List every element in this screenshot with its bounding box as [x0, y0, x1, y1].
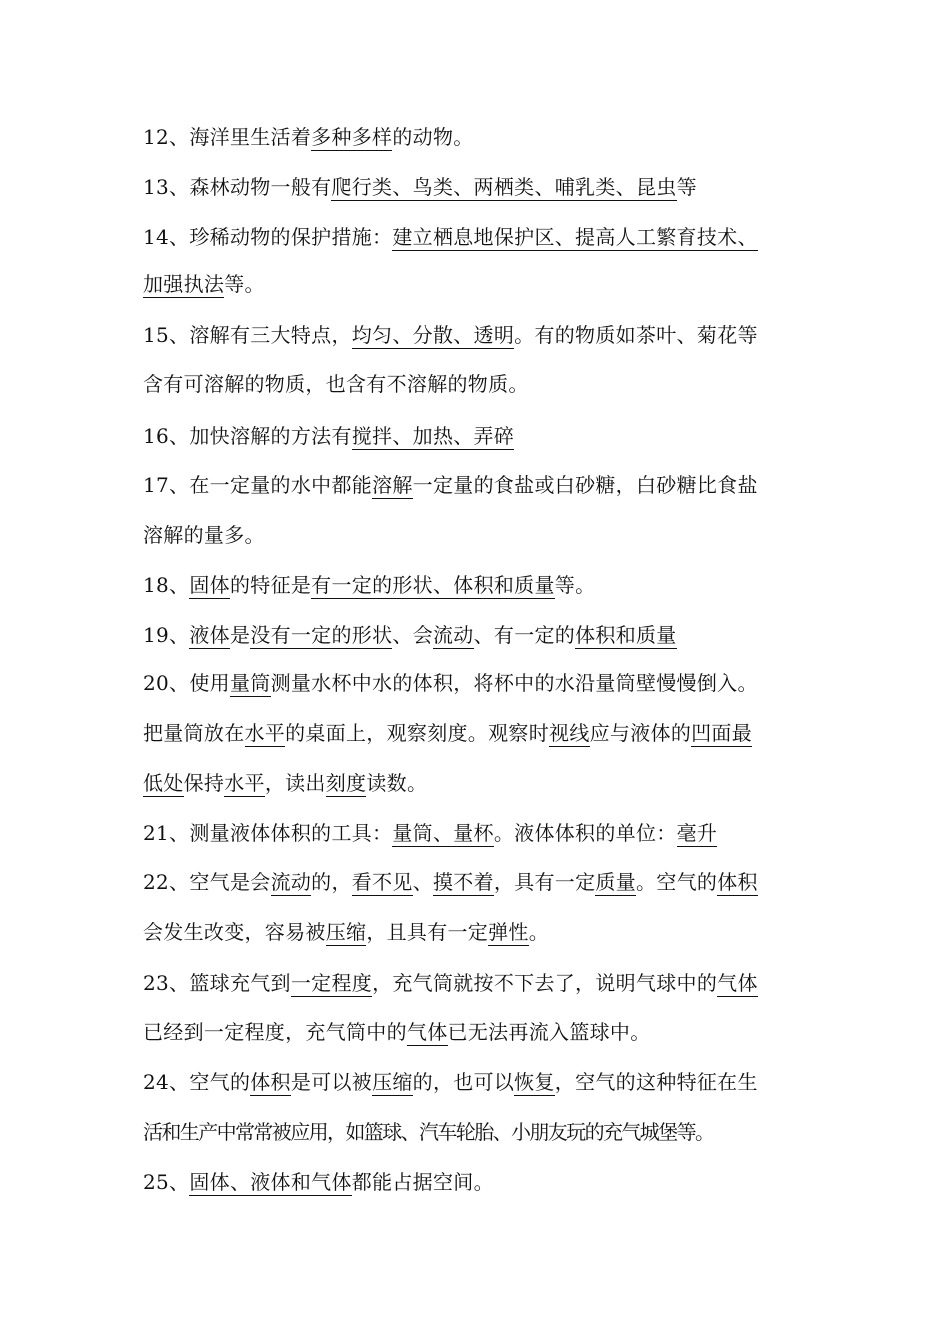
underlined-answer: 体积	[250, 1070, 291, 1094]
text-line	[143, 912, 823, 952]
underlined-answer: 水平	[224, 771, 265, 795]
underlined-answer: 毫升	[676, 821, 718, 845]
text-line	[143, 713, 823, 753]
text-segment: 20、使用	[143, 671, 230, 695]
text-segment: 溶解的量多。	[143, 523, 265, 547]
text-segment: ，空气的这种特征在生	[554, 1070, 758, 1094]
text-segment: ，且具有一定	[366, 920, 489, 944]
text-segment: ，具有一定	[493, 870, 596, 894]
text-segment: 21、测量液体体积的工具：	[143, 821, 393, 845]
underlined-answer: 量筒	[229, 671, 271, 695]
text-segment: 保持	[183, 771, 225, 795]
text-segment: 等。	[554, 573, 596, 597]
text-line	[143, 663, 823, 703]
text-segment: 、有一定的	[473, 623, 576, 647]
underlined-answer: 气体	[406, 1020, 448, 1044]
underlined-answer: 质量	[595, 870, 637, 894]
text-line	[143, 1062, 823, 1102]
text-segment: 。有的物质如茶叶、菊花等	[514, 323, 758, 347]
text-segment: 已无法再流入篮球中。	[447, 1020, 651, 1044]
underlined-answer: 流动	[433, 623, 474, 647]
text-line	[143, 862, 823, 902]
underlined-answer: 量筒、量杯	[392, 821, 494, 845]
text-line	[143, 264, 823, 304]
text-line	[143, 465, 823, 505]
text-segment: 25、	[143, 1170, 190, 1194]
underlined-answer: 凹面最	[691, 721, 753, 745]
text-segment: 等。	[224, 272, 265, 296]
text-segment: 把量筒放在	[143, 721, 245, 745]
text-segment: 、	[412, 870, 433, 894]
text-segment: 22、空气是会	[143, 870, 271, 894]
text-line	[143, 1162, 823, 1202]
text-segment: 应与液体的	[589, 721, 692, 745]
underlined-answer: 溶解	[372, 473, 413, 497]
underlined-answer: 均匀、分散、透明	[351, 323, 515, 347]
text-line	[143, 416, 823, 456]
underlined-answer: 爬行类、鸟类、两栖类、哺乳类、昆虫	[331, 175, 677, 199]
text-segment: 。	[528, 920, 550, 944]
underlined-answer: 视线	[549, 721, 590, 745]
underlined-answer: 没有一定的形状	[250, 623, 393, 647]
underlined-answer: 建立栖息地保护区、提高人工繁育技术、	[392, 225, 758, 249]
text-segment: 活和生产中常常被应用，如篮球、汽车轮胎、小朋友玩的充气城堡等。	[143, 1120, 714, 1144]
text-segment: 、会	[392, 623, 433, 647]
text-segment: ，充气筒就按不下去了，说明气球中的	[372, 971, 718, 995]
text-segment: 。空气的	[636, 870, 718, 894]
text-segment: 等	[676, 175, 697, 199]
text-line	[143, 615, 823, 655]
text-segment: 24、空气的	[143, 1070, 251, 1094]
text-segment: 的动物。	[392, 125, 474, 149]
underlined-answer: 固体、液体和气体	[189, 1170, 352, 1194]
text-segment: 的，	[311, 870, 352, 894]
underlined-answer: 体积和质量	[575, 623, 677, 647]
text-segment: 会发生改变，容易被	[143, 920, 326, 944]
underlined-answer: 刻度	[325, 771, 367, 795]
text-segment: 读数。	[366, 771, 428, 795]
text-segment: 14、珍稀动物的保护措施：	[143, 225, 393, 249]
text-segment: 16、加快溶解的方法有	[143, 424, 352, 448]
underlined-answer: 一定程度	[290, 971, 373, 995]
text-segment: 已经到一定程度，充气筒中的	[143, 1020, 407, 1044]
text-segment: 17、在一定量的水中都能	[143, 473, 373, 497]
text-segment: 是	[229, 623, 251, 647]
underlined-answer: 弹性	[488, 920, 529, 944]
underlined-answer: 液体	[189, 623, 230, 647]
text-line	[143, 515, 823, 555]
text-segment: 都能占据空间。	[351, 1170, 494, 1194]
underlined-answer: 体积	[717, 870, 758, 894]
text-segment: 含有可溶解的物质，也含有不溶解的物质。	[143, 372, 529, 396]
underlined-answer: 气体	[717, 971, 758, 995]
text-segment: ，读出	[264, 771, 326, 795]
text-line	[143, 565, 823, 605]
text-segment: 12、海洋里生活着	[143, 125, 312, 149]
text-line	[143, 763, 823, 803]
text-segment: 13、森林动物一般有	[143, 175, 332, 199]
underlined-answer: 有一定的形状、体积和质量	[311, 573, 555, 597]
underlined-answer: 摸不着	[433, 870, 494, 894]
text-line	[143, 217, 823, 257]
underlined-answer: 多种多样	[311, 125, 393, 149]
text-line	[143, 167, 823, 207]
text-segment: 15、溶解有三大特点，	[143, 323, 352, 347]
underlined-answer: 搅拌、加热、弄碎	[351, 424, 515, 448]
text-segment: 的桌面上，观察刻度。观察时	[285, 721, 550, 745]
text-line	[143, 117, 823, 157]
underlined-answer: 恢复	[514, 1070, 555, 1094]
text-line	[143, 813, 823, 853]
underlined-answer: 加强执法	[143, 272, 225, 296]
text-segment: 19、	[143, 623, 190, 647]
text-segment: 是可以被	[290, 1070, 373, 1094]
text-segment: 测量水杯中水的体积，将杯中的水沿量筒壁慢慢倒入。	[270, 671, 758, 695]
underlined-answer: 固体	[189, 573, 230, 597]
underlined-answer: 压缩	[325, 920, 367, 944]
text-segment: 的，也可以	[412, 1070, 515, 1094]
underlined-answer: 低处	[143, 771, 184, 795]
text-segment: 的特征是	[229, 573, 312, 597]
text-segment: 一定量的食盐或白砂糖，白砂糖比食盐	[412, 473, 758, 497]
text-line	[143, 963, 823, 1003]
text-line	[143, 1012, 823, 1052]
text-segment: 23、篮球充气到	[143, 971, 291, 995]
text-segment: 。液体体积的单位：	[493, 821, 677, 845]
text-line	[143, 1112, 823, 1152]
text-line	[143, 364, 823, 404]
underlined-answer: 流动	[270, 870, 312, 894]
underlined-answer: 压缩	[372, 1070, 413, 1094]
text-segment: 18、	[143, 573, 190, 597]
underlined-answer: 看不见	[351, 870, 413, 894]
underlined-answer: 水平	[244, 721, 286, 745]
text-line	[143, 315, 823, 355]
